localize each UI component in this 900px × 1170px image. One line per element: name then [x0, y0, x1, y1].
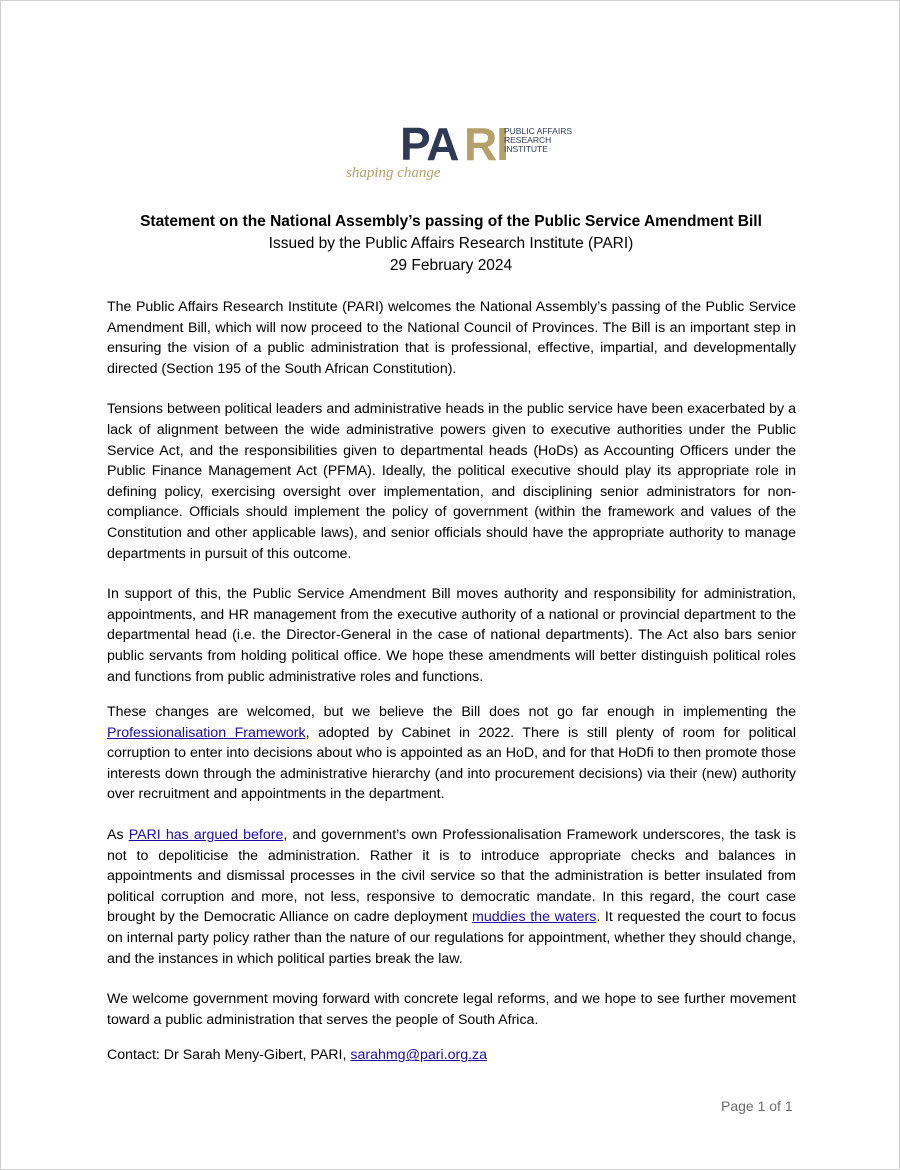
- document-subtitle: Issued by the Public Affairs Research Institute (PARI): [268, 235, 634, 252]
- document-body: [107, 297, 796, 1086]
- professionalisation-framework-link[interactable]: Professionalisation Framework: [107, 724, 306, 741]
- logo-mark-ri: RI: [464, 118, 508, 170]
- paragraph-4: [107, 702, 796, 805]
- paragraph-6: We welcome government moving forward with concrete legal reforms, and we hope to see further movement toward a public administration that serves the people of South Africa.: [107, 991, 796, 1028]
- paragraph-5: [107, 825, 796, 969]
- pari-logo: [346, 118, 606, 185]
- contact-line: [107, 1045, 796, 1066]
- paragraph-1: The Public Affairs Research Institute (PARI) welcomes the National Assembly’s passing of the Public Service Amendment Bill, which will now proceed to the National Council of Provinces. The Bill is an important step in ensuring the vision of a public administration that is professional, effective, impartial, and developmentally directed (Section 195 of the South African Constitution).: [107, 299, 796, 377]
- pari-argued-before-link[interactable]: PARI has argued before: [128, 827, 284, 844]
- paragraph-5-text-b: , and government’s own Professionalisation Framework underscores, the task is not to depoliticise the administration. Rather it is to introduce appropriate checks and balances in appointments and dismissal processes in the civil service so that the administration is better insulated from political corruption and more, not less, responsive to democratic mandate. In this regard, the court case brought by the Democratic Alliance on cadre deployment: [107, 827, 796, 926]
- logo-org-line1: PUBLIC AFFAIRS: [504, 126, 573, 136]
- contact-email-link[interactable]: sarahmg@pari.org.za: [350, 1047, 488, 1064]
- paragraph-2: Tensions between political leaders and administrative heads in the public service have been exacerbated by a lack of alignment between the wide administrative powers given to executive authorities under the Public Service Act, and the responsibilities given to departmental heads (HoDs) as Accounting Officers under the Public Finance Management Act (PFMA). Ideally, the political executive should play its appropriate role in defining policy, exercising oversight over implementation, and disciplining senior administrators for non-compliance. Officials should implement the policy of government (within the framework and values of the Constitution and other applicable laws), and senior officials should have the appropriate authority to manage departments in pursuit of this outcome.: [107, 401, 796, 562]
- paragraph-5-text-c: . It requested the court to focus on internal party policy rather than the nature of our regulations for appointment, whether they should change, and the instances in which political parties break the law.: [107, 909, 796, 967]
- page-number: Page 1 of 1: [721, 1098, 793, 1114]
- contact-label: Contact: Dr Sarah Meny-Gibert, PARI,: [107, 1047, 351, 1064]
- paragraph-4-text-b: , adopted by Cabinet in 2022. There is still plenty of room for political corruption to enter into decisions about who is appointed as an HoD, and for that HoDfi to then promote those interests down through the administrative hierarchy (and into procurement decisions) via their (new) authority over recruitment and appointments in the department.: [107, 724, 796, 803]
- document-title: Statement on the National Assembly’s passing of the Public Service Amendment Bill: [140, 213, 762, 230]
- paragraph-4-text-a: These changes are welcomed, but we believe the Bill does not go far enough in implementing the: [107, 704, 796, 721]
- muddies-the-waters-link[interactable]: muddies the waters: [472, 909, 597, 926]
- document-date: 29 February 2024: [389, 257, 513, 274]
- logo-tagline: shaping change: [346, 165, 441, 181]
- logo-org-name: [504, 127, 594, 154]
- logo-org-line2: RESEARCH INSTITUTE: [504, 135, 552, 154]
- logo-mark-pa: PA: [400, 118, 459, 170]
- paragraph-5-text-a: As: [107, 827, 129, 844]
- paragraph-3: In support of this, the Public Service Amendment Bill moves authority and responsibility for administration, appointments, and HR management from the executive authority of a national or provincial department to the departmental head (i.e. the Director-General in the case of national departments). The Act also bars senior public servants from holding political office. We hope these amendments will better distinguish political roles and functions from public administrative roles and functions.: [107, 586, 796, 685]
